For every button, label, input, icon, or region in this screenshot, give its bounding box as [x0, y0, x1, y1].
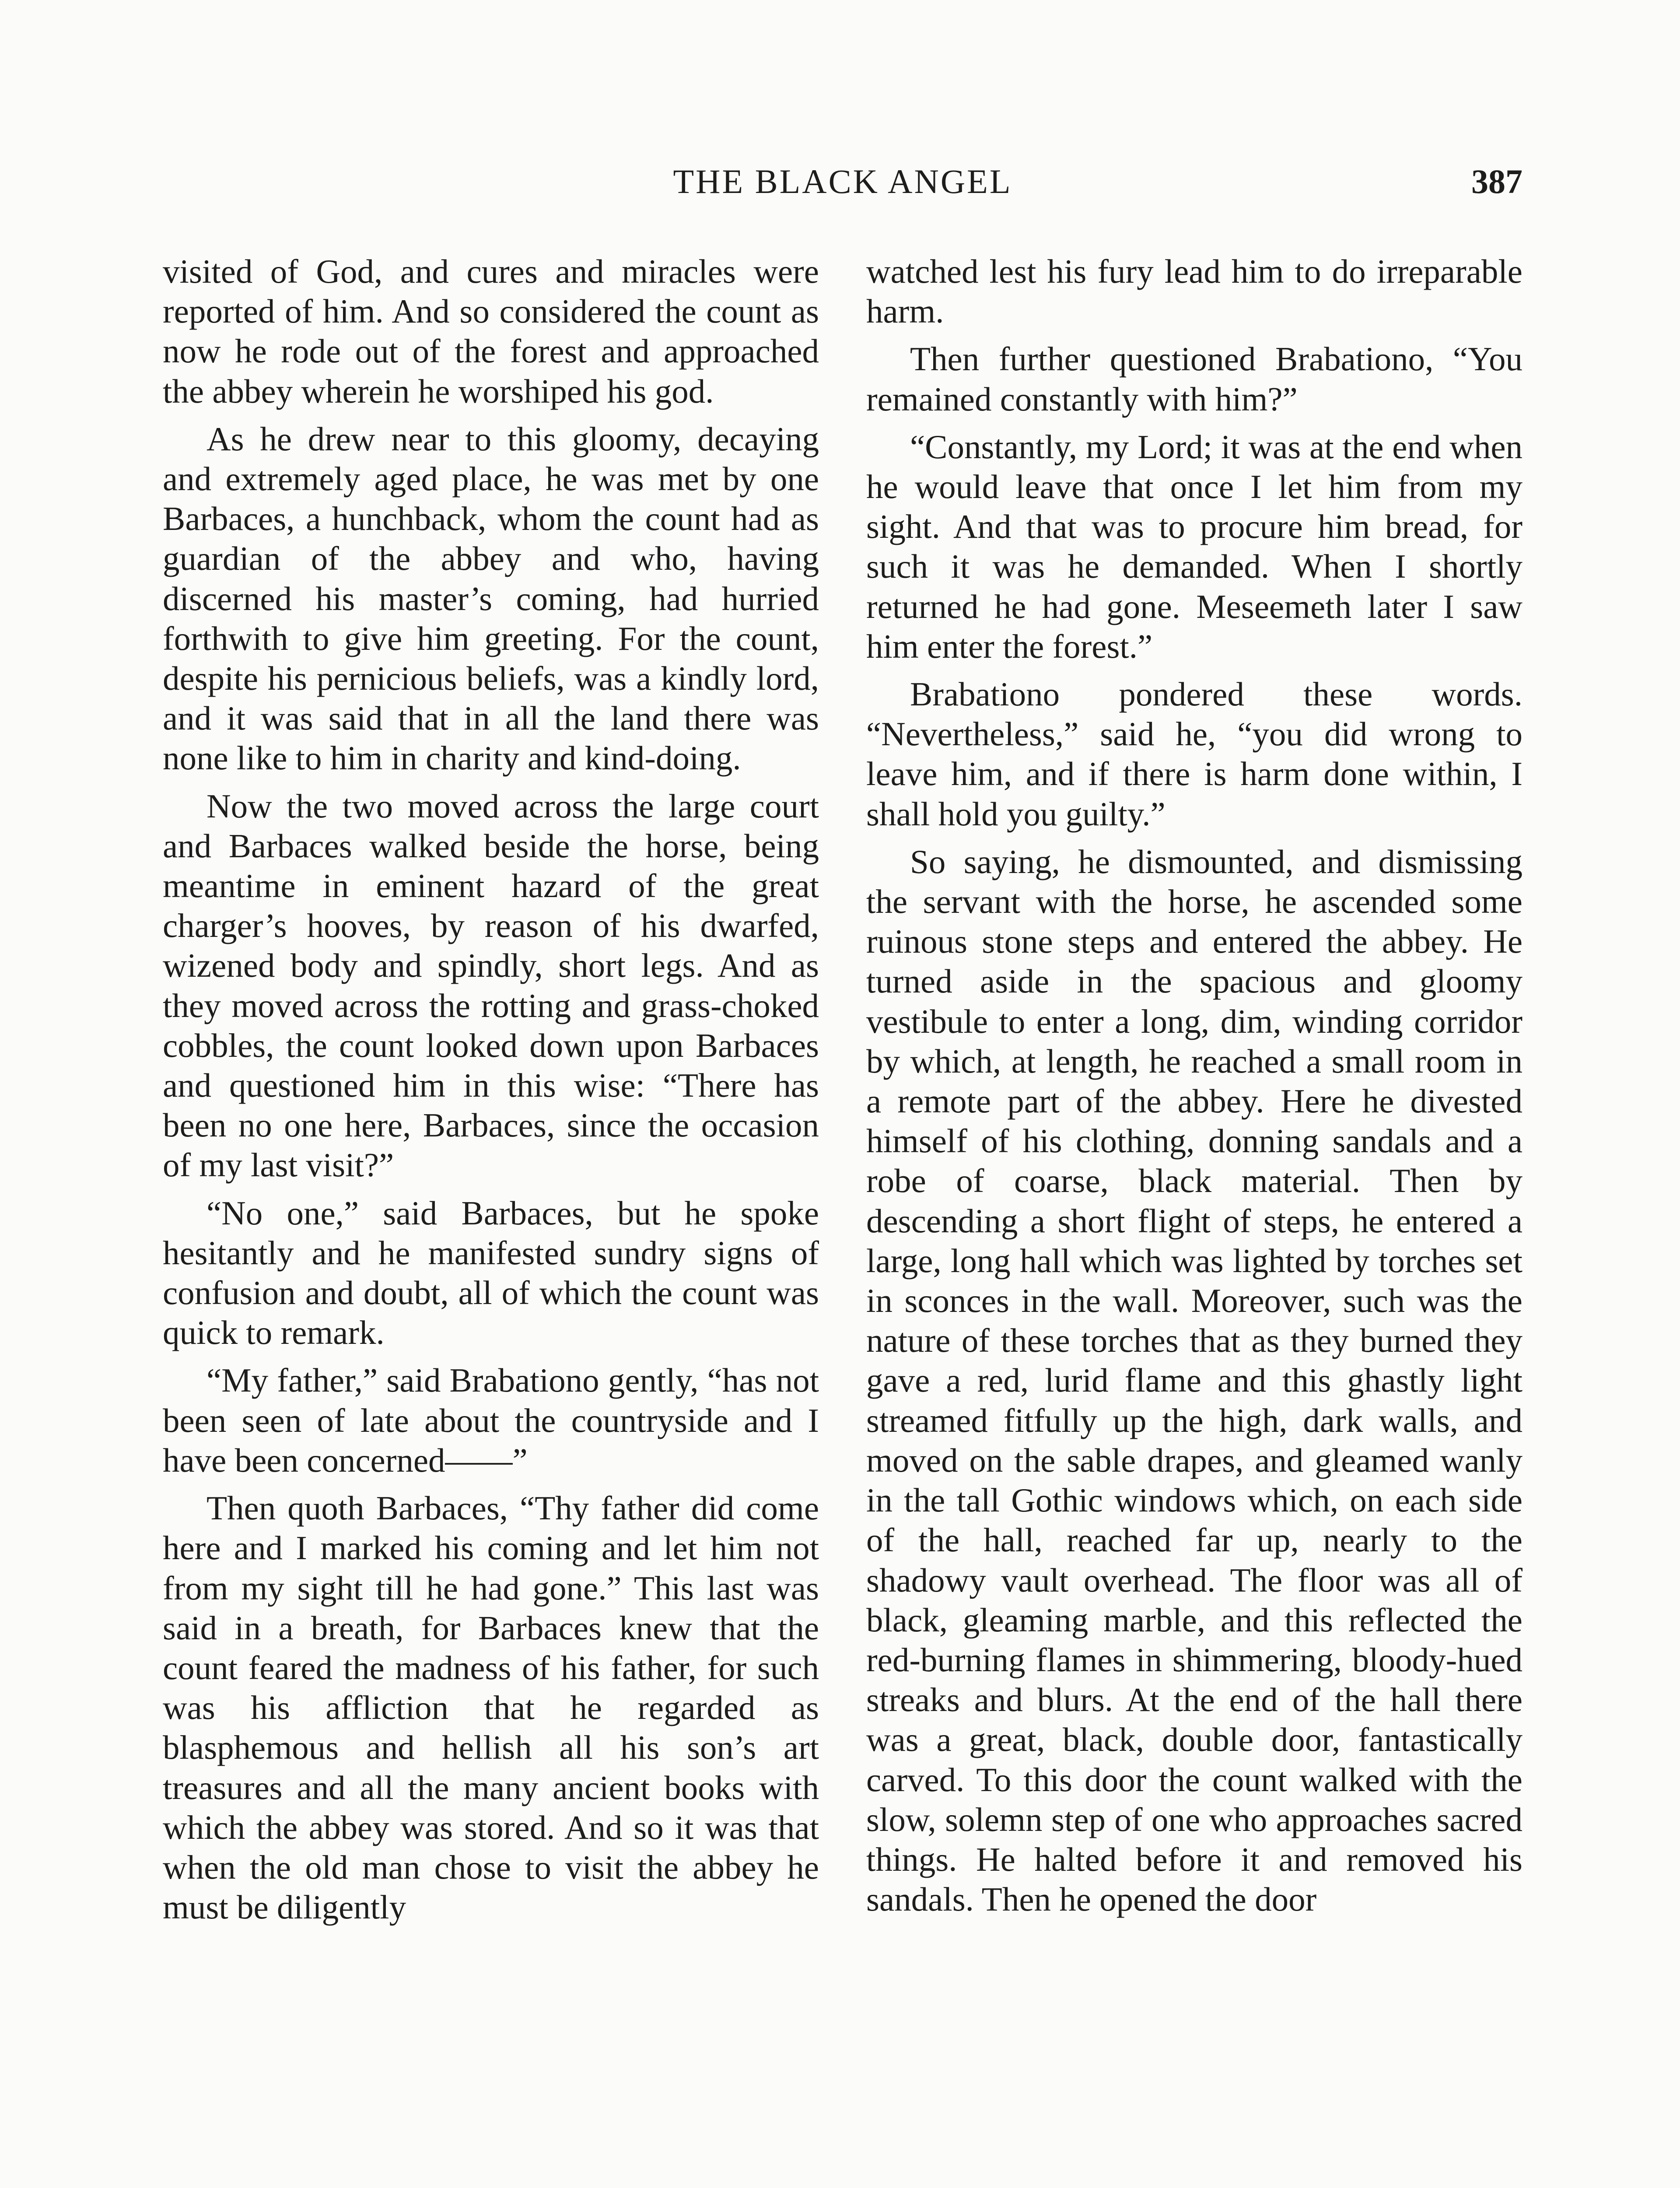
running-title: THE BLACK ANGEL — [673, 162, 1012, 200]
paragraph: So saying, he dismounted, and dismissing the servant with the horse, he ascended some ruinous stone steps and entered the abbey. He turned aside in the spacious and gloomy vestibule to enter a long, dim, winding corridor by which, at length, he reached a small room in a remote part of the abbey. Here he divested himself of his clothing, donning sandals and a robe of coarse, black material. Then by descending a short flight of steps, he entered a large, long hall which was lighted by torches set in sconces in the wall. Moreover, such was the nature of these torches that as they burned they gave a red, lurid flame and this ghastly light streamed fitfully up the high, dark walls, and moved on the sable drapes, and gleamed wanly in the tall Gothic windows which, on each side of the hall, reached far up, nearly to the shadowy vault overhead. The floor was all of black, gleaming marble, and this reflected the red-burning flames in shimmering, bloody-hued streaks and blurs. At the end of the hall there was a great, black, double door, fantastically carved. To this door the count walked with the slow, solemn step of one who approaches sacred things. He halted before it and removed his sandals. Then he opened the door — [866, 842, 1522, 1918]
right-column — [866, 252, 1522, 1927]
paragraph: As he drew near to this gloomy, decaying and extremely aged place, he was met by one Barbaces, a hunchback, whom the count had as guardian of the abbey and who, having discerned his master’s coming, had hurried forthwith to give him greeting. For the count, despite his pernicious beliefs, was a kindly lord, and it was said that in all the land there was none like to him in charity and kind-doing. — [163, 420, 819, 777]
paragraph: Brabationo pondered these words. “Nevertheless,” said he, “you did wrong to leave him, and if there is harm done within, I shall hold you guilty.” — [866, 675, 1522, 833]
paragraph: Then further questioned Brabationo, “You remained constantly with him?” — [866, 340, 1522, 418]
paragraph: visited of God, and cures and miracles were reported of him. And so considered the count as now he rode out of the forest and approached the abbey wherein he worshiped his god. — [163, 252, 819, 410]
paragraph: Then quoth Barbaces, “Thy father did come here and I marked his coming and let him not from my sight till he had gone.” This last was said in a breath, for Barbaces knew that the count feared the madness of his father, for such was his affliction that he regarded as blasphemous and hellish all his son’s art treasures and all the many ancient books with which the abbey was stored. And so it was that when the old man chose to visit the abbey he must be diligently — [163, 1489, 819, 1926]
paragraph: “No one,” said Barbaces, but he spoke hesitantly and he manifested sundry signs of confusion and doubt, all of which the count was quick to remark. — [163, 1194, 819, 1352]
page-header — [163, 158, 1522, 206]
paragraph: watched lest his fury lead him to do irreparable harm. — [866, 252, 1522, 330]
left-column — [163, 252, 819, 1935]
page-number: 387 — [1471, 162, 1522, 200]
paragraph: “Constantly, my Lord; it was at the end when he would leave that once I let him from my sight. And that was to procure him bread, for such it was he demanded. When I shortly returned he had gone. Meseemeth later I saw him enter the forest.” — [866, 428, 1522, 665]
paragraph: “My father,” said Brabationo gently, “has not been seen of late about the countryside and I have been concerned——” — [163, 1361, 819, 1479]
paragraph: Now the two moved across the large court and Barbaces walked beside the horse, being meantime in eminent hazard of the great charger’s hooves, by reason of his dwarfed, wizened body and spindly, short legs. And as they moved across the rotting and grass-choked cobbles, the count looked down upon Barbaces and questioned him in this wise: “There has been no one here, Barbaces, since the occasion of my last visit?” — [163, 787, 819, 1184]
